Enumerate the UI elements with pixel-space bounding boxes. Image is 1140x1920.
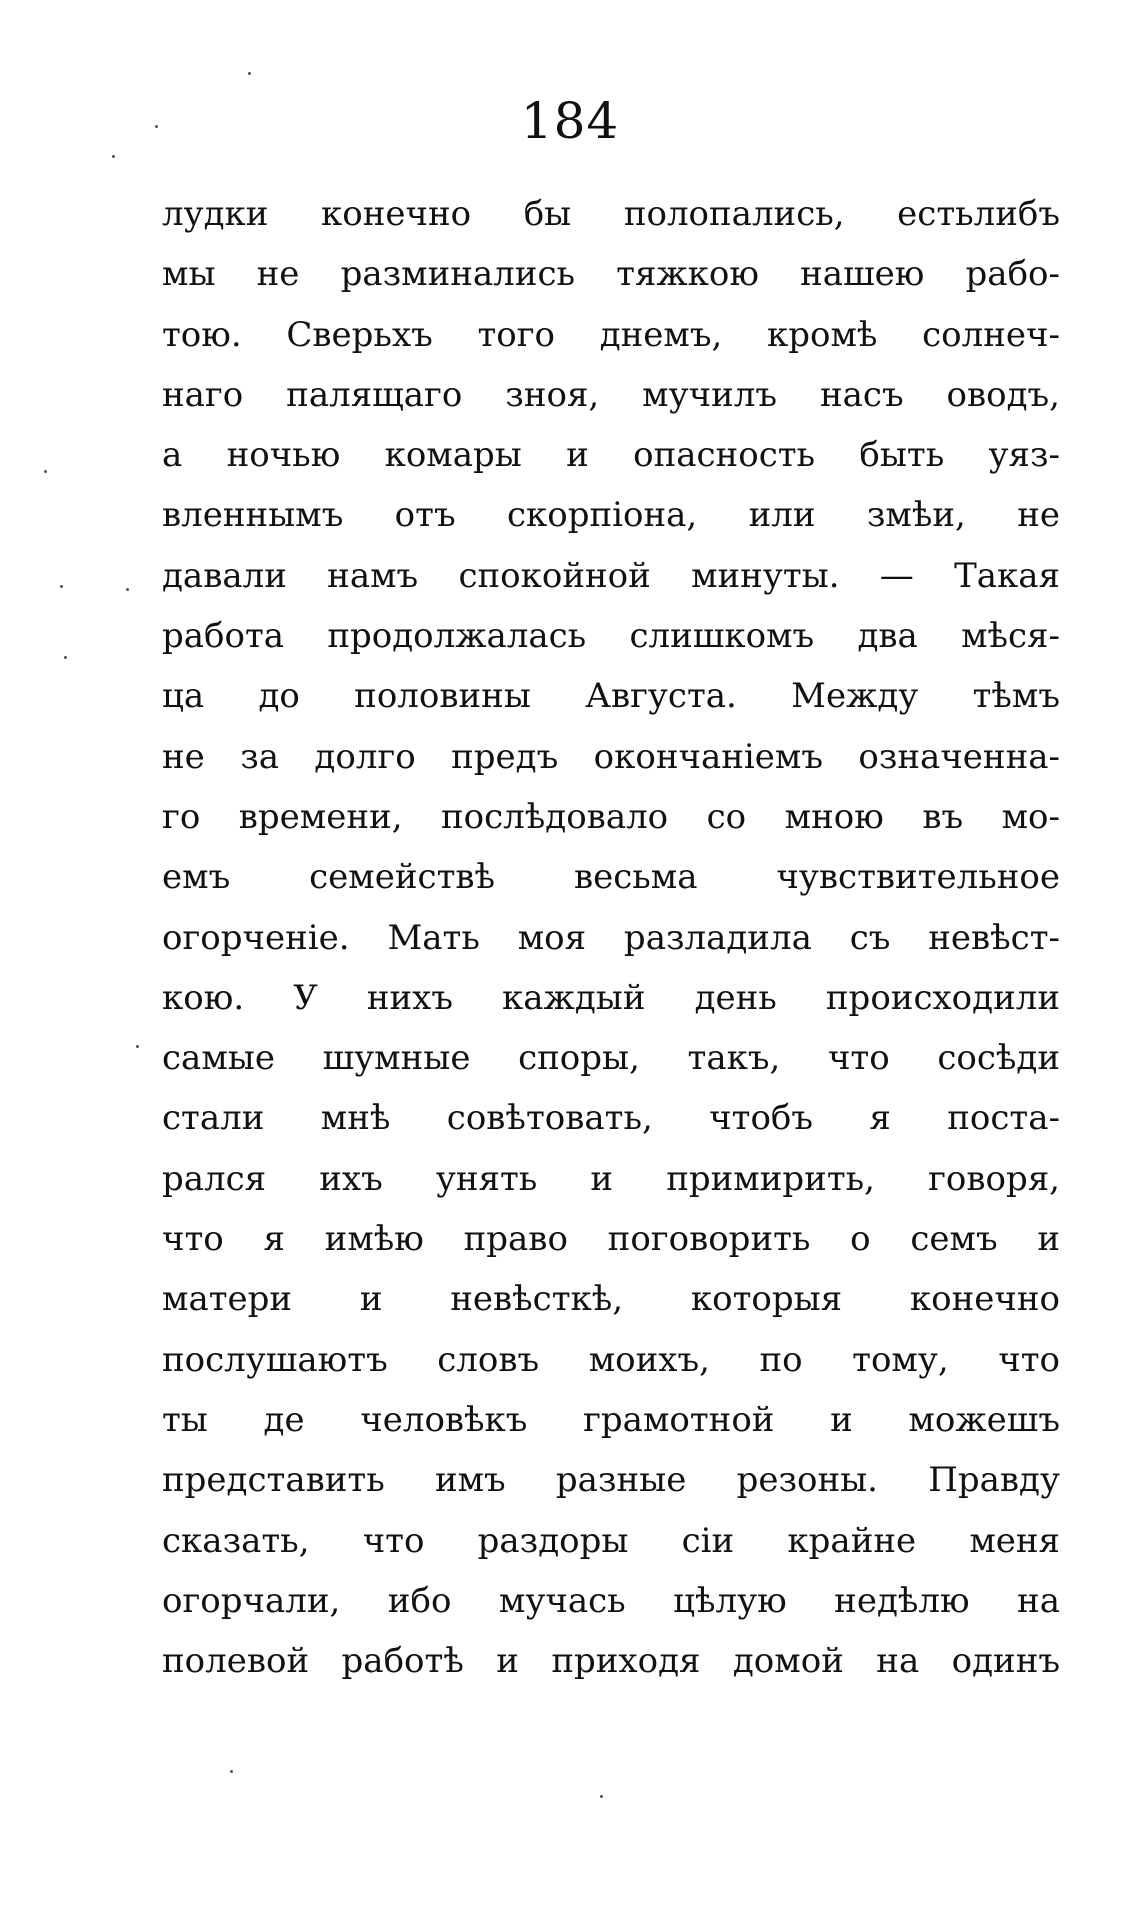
scan-speck: [64, 656, 67, 659]
text-line: го времени, послѣдовало со мною въ мо-: [162, 796, 1060, 837]
text-line: стали мнѣ совѣтовать, чтобъ я поста-: [162, 1098, 1060, 1139]
text-line: вленнымъ отъ скорпіона, или змѣи, не: [162, 495, 1060, 536]
body-text: [162, 184, 1060, 1691]
text-line: послушаютъ словъ моихъ, по тому, что: [162, 1339, 1060, 1380]
text-line: ца до половины Августа. Между тѣмъ: [162, 676, 1060, 717]
text-line: работа продолжалась слишкомъ два мѣся-: [162, 616, 1060, 657]
text-line: ты де человѣкъ грамотной и можешъ: [162, 1399, 1060, 1440]
text-line: сказать, что раздоры сіи крайне меня: [162, 1520, 1060, 1561]
text-line: давали намъ спокойной минуты. — Такая: [162, 555, 1060, 596]
scan-speck: [248, 72, 251, 75]
text-line: а ночью комары и опасность быть уяз-: [162, 435, 1060, 476]
scan-speck: [230, 1770, 233, 1773]
text-line: матери и невѣсткѣ, которыя конечно: [162, 1279, 1060, 1320]
text-line: огорчали, ибо мучась цѣлую недѣлю на: [162, 1580, 1060, 1621]
text-line: наго палящаго зноя, мучилъ насъ оводъ,: [162, 374, 1060, 415]
scan-speck: [60, 585, 63, 588]
scan-speck: [44, 470, 47, 473]
scan-speck: [136, 1045, 139, 1048]
text-line: мы не разминались тяжкою нашею рабо-: [162, 254, 1060, 295]
scan-speck: [112, 155, 115, 158]
text-line: что я имѣю право поговорить о семъ и: [162, 1219, 1060, 1260]
text-line: самые шумные споры, такъ, что сосѣди: [162, 1038, 1060, 1079]
text-line: огорченіе. Мать моя разладила съ невѣст-: [162, 917, 1060, 958]
text-line: лудки конечно бы полопались, естьлибъ: [162, 194, 1060, 234]
text-line: тою. Сверьхъ того днемъ, кромѣ солнеч-: [162, 314, 1060, 355]
scan-speck: [600, 1795, 603, 1798]
text-line: емъ семействѣ весьма чувствительное: [162, 857, 1060, 898]
page-number: 184: [520, 92, 620, 150]
text-line: рался ихъ унять и примирить, говоря,: [162, 1158, 1060, 1199]
scan-speck: [155, 125, 158, 128]
text-line: представить имъ разные резоны. Правду: [162, 1460, 1060, 1501]
text-line: полевой работѣ и приходя домой на одинъ: [162, 1641, 1060, 1682]
text-line: не за долго предъ окончаніемъ означенна-: [162, 736, 1060, 777]
text-line: кою. У нихъ каждый день происходили: [162, 977, 1060, 1018]
scan-speck: [126, 588, 129, 591]
